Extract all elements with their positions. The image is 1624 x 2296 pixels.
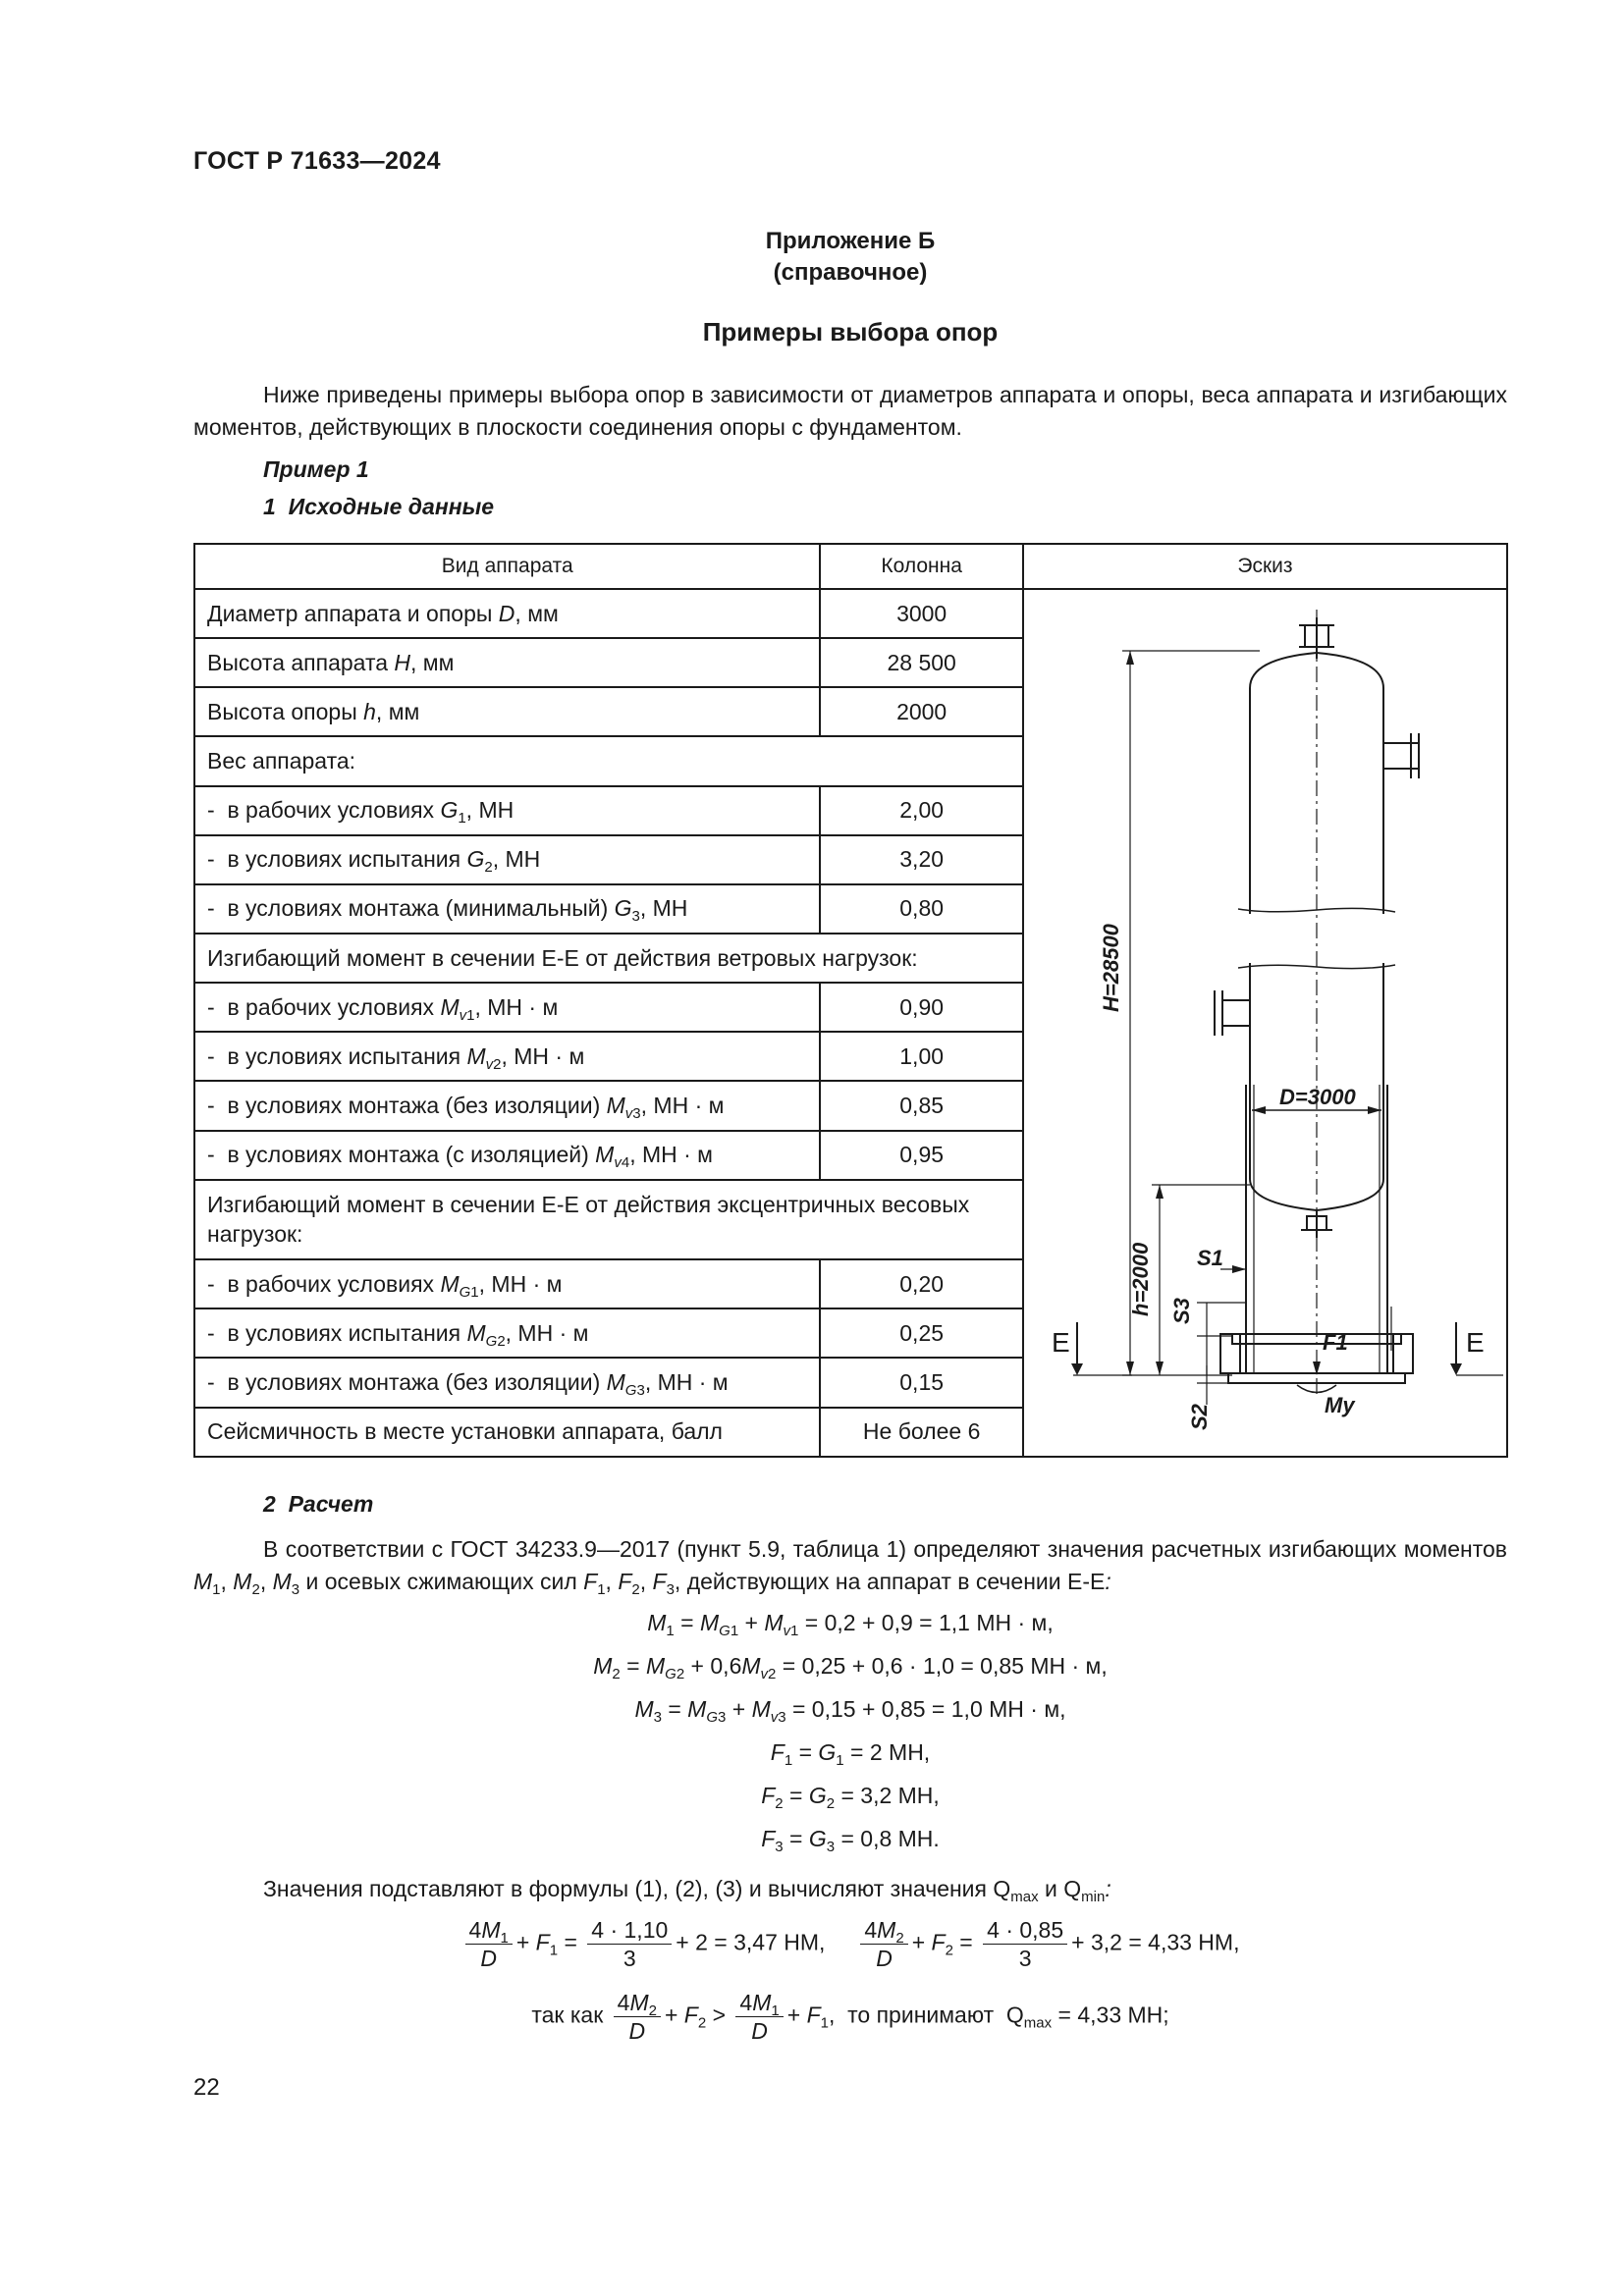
document-code: ГОСТ Р 71633—2024 [193,147,441,175]
formula-f2: $F_2 = G_2 = 3,2$ МН, [761,1783,940,1812]
fraction-formula-1: $\frac{4M_1}{D}$ + $F_1$ = $\frac{4 \cdot 1,10}{3}$ + 2 = 3,47 НМ, $\frac{4M_2}{D}$ + $F_2$ = $\frac{4 \cdot 0,85}{3}$ + 3,2 = 4,33 НМ, [193,1916,1507,1972]
sketch-s1-label: S1 [1196,1246,1223,1270]
sketch-E-left-label: E [1051,1327,1070,1358]
column-sketch [1024,590,1503,1450]
row-label: Сейсмичность в месте установки аппарата, балл [194,1408,820,1457]
input-data-label: 1 Исходные данные [263,494,495,519]
row-label: Изгибающий момент в сечении Е-Е от действия ветровых нагрузок: [194,934,1023,983]
row-value: 0,25 [820,1308,1022,1358]
row-label: Диаметр аппарата и опоры D, мм [194,589,820,638]
intro-paragraph: Ниже приведены примеры выбора опор в зависимости от диаметров аппарата и опоры, веса аппарата и изгибающих моментов, действующих в плоскости соединения опоры с фундаментом. [193,382,1507,440]
sketch-F1-label: F1 [1322,1330,1348,1355]
row-value: 2000 [820,687,1022,736]
appendix-title: Приложение Б [765,228,936,254]
row-value: 3,20 [820,835,1022,884]
formula-f1: $F_1 = G_1 = 2$ МН, [770,1739,931,1769]
sketch-s3-label: S3 [1168,1298,1194,1324]
row-label: Изгибающий момент в сечении Е-Е от действия эксцентричных весовых нагрузок: [194,1180,1023,1260]
row-label: - в условиях монтажа (без изоляции) $M_{v3}$, МН · м [194,1081,820,1130]
formula-m2: $M_2 = M_{G2} + 0,6M_{v2} = 0,25 + 0,6 \cdot 1,0 = 0,85$ МН · м, [593,1653,1108,1682]
formula-f3: $F_3 = G_3 = 0,8$ МН. [761,1826,940,1855]
fraction-formula-2: так как $\frac{4M_2}{D}$ + $F_2$ > $\frac{4M_1}{D}$ + $F_1$, то принимают $Q_{max} = 4,33$ МН; [531,1990,1169,2044]
frac-d-den: 3 [1018,1946,1032,1971]
since-prefix: так как [531,2002,604,2028]
example-label: Пример 1 [263,456,369,482]
row-label: - в условиях монтажа (без изоляции) $M_{G3}$, МН · м [194,1358,820,1407]
formula-m3: $M_3 = M_{G3} + M_{v3} = 0,15 + 0,85 = 1,0$ МН · м, [634,1696,1066,1726]
row-label: Вес аппарата: [194,736,1023,785]
row-value: 0,95 [820,1131,1022,1180]
frac-b-den: 3 [623,1946,636,1971]
row-value: 0,80 [820,884,1022,934]
frac-d-tail: + 3,2 = 4,33 НМ, [1071,1929,1240,1955]
row-value: 3000 [820,589,1022,638]
row-label: - в рабочих условиях $M_{v1}$, МН · м [194,983,820,1032]
table-header-cell: Вид аппарата [194,544,820,589]
row-label: - в рабочих условиях $G_1$, МН [194,786,820,835]
input-data-table [193,543,1508,1458]
section-title: Примеры выбора опор [702,317,999,347]
row-label: - в условиях испытания $M_{G2}$, МН · м [194,1308,820,1358]
row-label: - в условиях монтажа (минимальный) $G_3$, МН [194,884,820,934]
calc-label: 2 Расчет [263,1491,374,1517]
appendix-subtitle: (справочное) [773,259,928,286]
table-row [194,589,1507,638]
row-value: Не более 6 [820,1408,1022,1457]
row-value: 0,90 [820,983,1022,1032]
formula-m1: $M_1 = M_{G1} + M_{v1} = 0,2 + 0,9 = 1,1$ МН · м, [647,1610,1054,1639]
row-value: 0,15 [820,1358,1022,1407]
sketch-cell [1023,589,1507,1457]
sketch-D-label: D=3000 [1278,1085,1356,1109]
frac-b-tail: + 2 = 3,47 НМ, [676,1929,826,1955]
row-value: 1,00 [820,1032,1022,1081]
row-value: 0,20 [820,1259,1022,1308]
row-value: 2,00 [820,786,1022,835]
row-value: 28 500 [820,638,1022,687]
sketch-E-right-label: E [1465,1327,1485,1358]
row-value: 0,85 [820,1081,1022,1130]
sketch-My-label: My [1324,1393,1355,1417]
row-label: Высота опоры h, мм [194,687,820,736]
subst-paragraph: Значения подставляют в формулы (1), (2), (3) и вычисляют значения $Q_{max}$ и $Q_{min}$: [263,1876,1111,1905]
sketch-H-label: H=28500 [1098,924,1123,1012]
row-label: - в рабочих условиях $M_{G1}$, МН · м [194,1259,820,1308]
row-label: - в условиях монтажа (с изоляцией) $M_{v4}$, МН · м [194,1131,820,1180]
row-label: - в условиях испытания $M_{v2}$, МН · м [194,1032,820,1081]
table-header-cell: Эскиз [1023,544,1507,589]
calc-intro: В соответствии с ГОСТ 34233.9—2017 (пункт 5.9, таблица 1) определяют значения расчетных изгибающих моментов $M_1$, $M_2$, $M_3$ и осевых сжимающих сил $F_1$, $F_2$, $F_3$, действующих на аппарат в сечении Е-Е: [193,1536,1507,1598]
sketch-h-label: h=2000 [1127,1242,1153,1316]
sketch-s2-label: S2 [1186,1404,1212,1430]
row-label: - в условиях испытания $G_2$, МН [194,835,820,884]
row-label: Высота аппарата H, мм [194,638,820,687]
table-header-cell: Колонна [820,544,1022,589]
page-number: 22 [193,2074,220,2101]
appendix-heading [193,226,1507,289]
frac-d-num: 4 · 0,85 [983,1916,1067,1945]
frac-b-num: 4 · 1,10 [587,1916,672,1945]
table-header-row [194,544,1507,589]
